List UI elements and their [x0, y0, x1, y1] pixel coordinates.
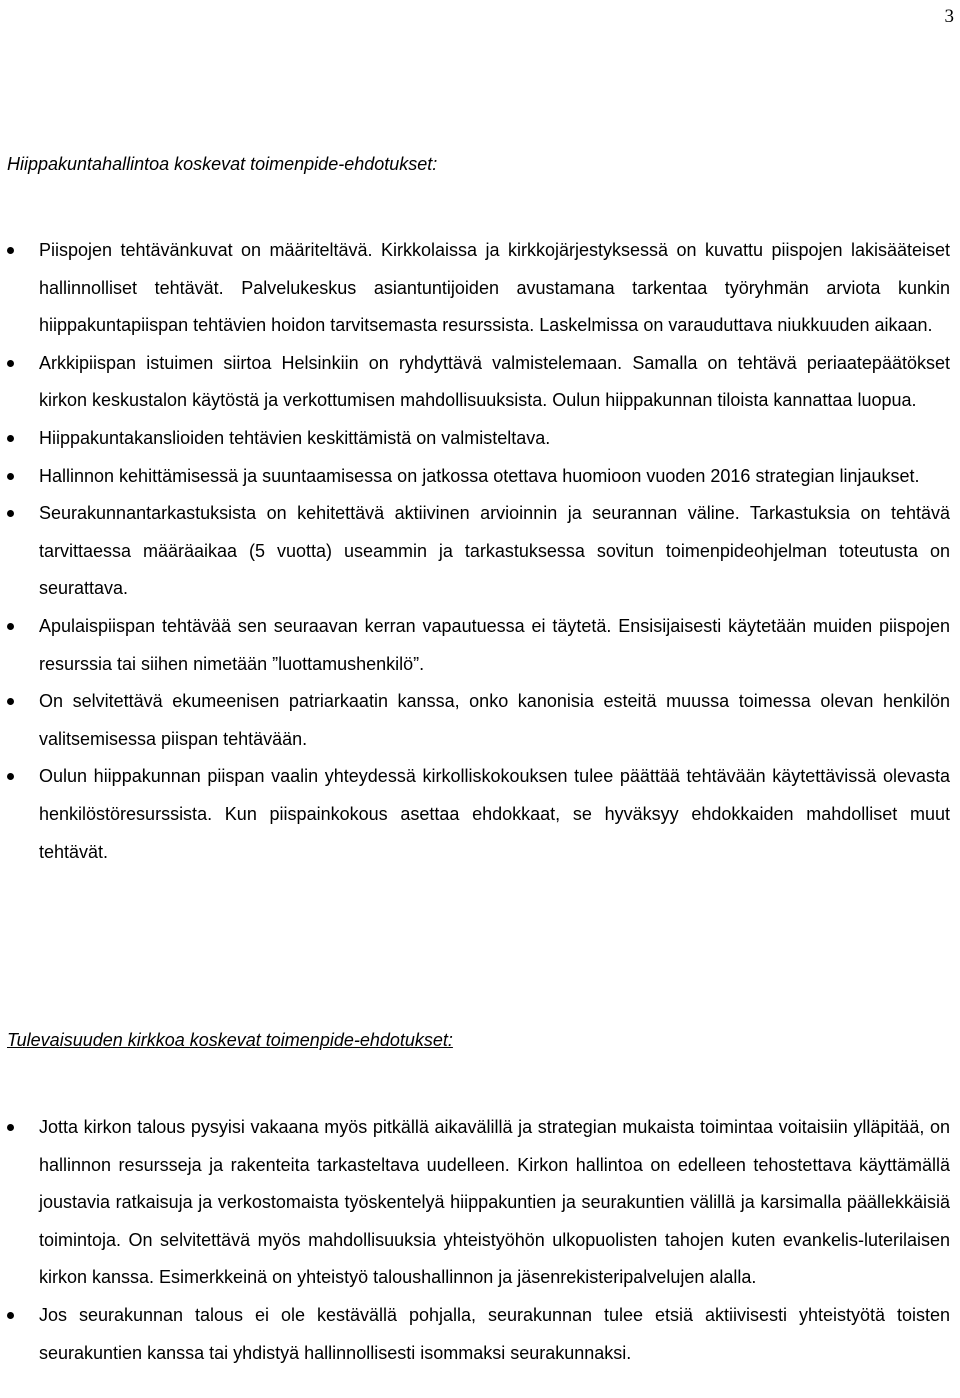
bullet-icon	[7, 1124, 14, 1131]
list-item	[0, 608, 950, 683]
list-item-text: Piispojen tehtävänkuvat on määriteltävä. Kirkkolaissa ja kirkkojärjestyksessä on kuvattu piispojen lakisääteiset hallinnolliset tehtävät. Palvelukeskus asiantuntijoiden avustamana tarkentaa työryhmän arviota kunkin hiippakuntapiispan tehtävien hoidon tarvitsemasta resurssista. Laskelmissa on varauduttava niukkuuden aikaan.	[39, 240, 950, 336]
list-item	[0, 1297, 950, 1372]
list-item	[0, 345, 950, 420]
list-item-text: On selvitettävä ekumeenisen patriarkaatin kanssa, onko kanonisia esteitä muussa toimessa olevan henkilön valitsemisessa piispan tehtävään.	[39, 691, 950, 749]
page-number: 3	[944, 6, 954, 27]
bullet-icon	[7, 247, 14, 254]
bullet-icon	[7, 698, 14, 705]
section-heading-tulevaisuuden-kirkko	[7, 1030, 453, 1051]
list-item	[0, 758, 950, 871]
list-item-text: Hiippakuntakanslioiden tehtävien keskittämistä on valmisteltava.	[39, 427, 551, 448]
list-item	[0, 420, 950, 458]
bullet-icon	[7, 623, 14, 630]
list-item	[0, 458, 950, 496]
list-item-text: Seurakunnantarkastuksista on kehitettävä aktiivinen arvioinnin ja seurannan väline. Tarkastuksia on tehtävä tarvittaessa määräaikaa (5 vuotta) useammin ja tarkastuksessa sovitun toimenpideohjelman toteutusta on seurattava.	[39, 503, 950, 599]
list-item	[0, 495, 950, 608]
list-item-text: Jos seurakunnan talous ei ole kestävällä pohjalla, seurakunnan tulee etsiä aktiivisesti yhteistyötä toisten seurakuntien kanssa tai yhdistyä hallinnollisesti isommaksi seurakunnaksi.	[39, 1304, 950, 1363]
bullet-icon	[7, 435, 14, 442]
bullet-icon	[7, 360, 14, 367]
list-item-text: Arkkipiispan istuimen siirtoa Helsinkiin on ryhdyttävä valmistelemaan. Samalla on tehtävä periaatepäätökset kirkon keskustalon käytöstä ja verkottumisen mahdollisuuksista. Oulun hiippakunnan tiloista kannattaa luopua.	[39, 352, 950, 411]
section-heading-text: Tulevaisuuden kirkkoa koskevat toimenpide-ehdotukset:	[7, 1030, 453, 1050]
list-item-text: Oulun hiippakunnan piispan vaalin yhteydessä kirkolliskokouksen tulee päättää tehtävään käytettävissä olevasta henkilöstöresurssista. Kun piispainkokous asettaa ehdokkaat, se hyväksyy ehdokkaiden mahdolliset muut tehtävät.	[39, 766, 950, 862]
bullet-list-tulevaisuuden-kirkko	[0, 1109, 950, 1372]
list-item-text: Apulaispiispan tehtävää sen seuraavan kerran vapautuessa ei täytetä. Ensisijaisesti käytetään muiden piispojen resurssia tai siihen nimetään ”luottamushenkilö”.	[39, 615, 950, 674]
bullet-icon	[7, 773, 14, 780]
section-heading-hiippakuntahallinto: Hiippakuntahallintoa koskevat toimenpide-ehdotukset:	[7, 154, 438, 174]
list-item-text: Jotta kirkon talous pysyisi vakaana myös pitkällä aikavälillä ja strategian mukaista toimintaa voitaisiin ylläpitää, on hallinnon resursseja ja rakenteita tarkasteltava uudelleen. Kirkon hallintoa on edelleen tehostettava käyttämällä joustavia ratkaisuja ja verkostomaista työskentelyä hiippakuntien ja seurakuntien välillä ja karsimalla päällekkäisiä toimintoja. On selvitettävä myös mahdollisuuksia yhteistyöhön ulkopuolisten tahojen kuten evankelis-luterilaisen kirkon kanssa. Esimerkkeinä on yhteistyö taloushallinnon ja jäsenrekisteripalvelujen alalla.	[39, 1117, 950, 1288]
bullet-list-hiippakuntahallinto	[0, 232, 950, 871]
list-item-text: Hallinnon kehittämisessä ja suuntaamisessa on jatkossa otettava huomioon vuoden 2016 strategian linjaukset.	[39, 465, 920, 486]
list-item	[0, 1109, 950, 1297]
bullet-icon	[7, 1312, 14, 1319]
list-item	[0, 232, 950, 345]
list-item	[0, 683, 950, 758]
bullet-icon	[7, 473, 14, 480]
bullet-icon	[7, 510, 14, 517]
